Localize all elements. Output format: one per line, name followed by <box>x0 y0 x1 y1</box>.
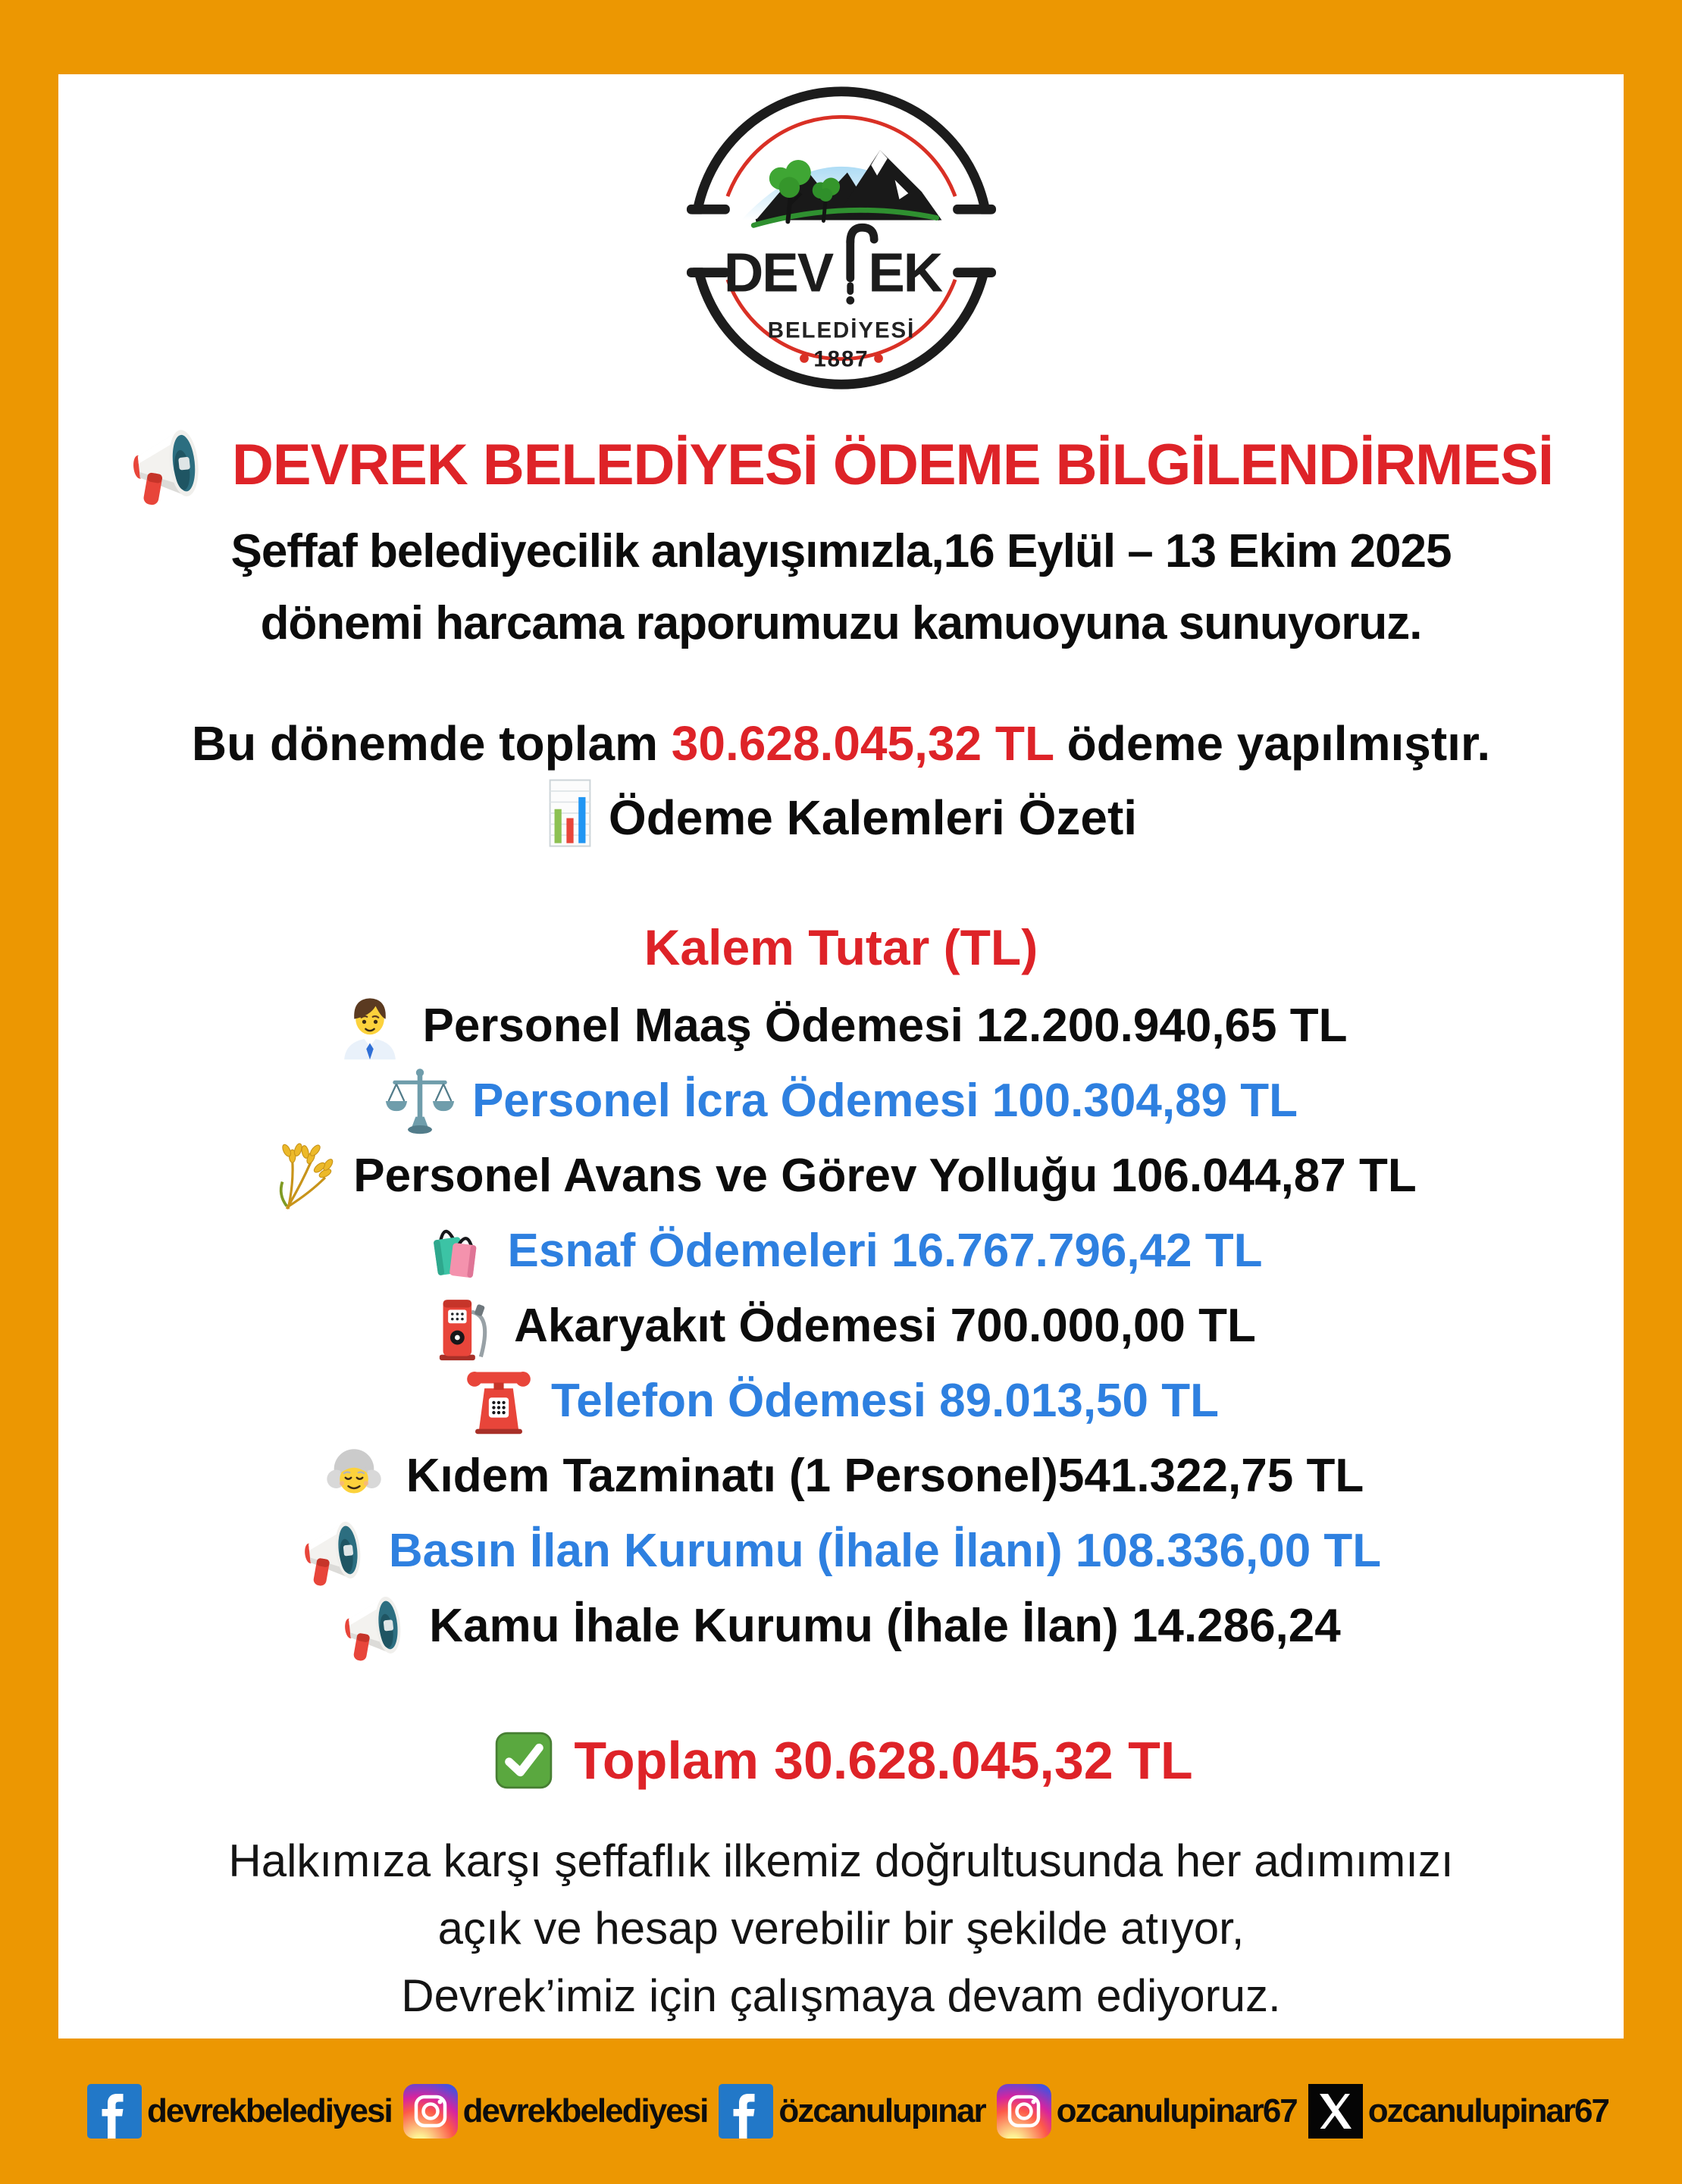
megaphone-icon <box>129 423 212 506</box>
instagram-icon <box>997 2084 1051 2139</box>
section-title: Ödeme Kalemleri Özeti <box>608 790 1138 845</box>
grand-total-label: Toplam <box>574 1731 760 1790</box>
content-card <box>58 74 1624 2039</box>
grand-total-amount: 30.628.045,32 TL <box>774 1731 1193 1790</box>
social-handle: devrekbelediyesi <box>147 2092 392 2129</box>
social-handle: ozcanulupinar67 <box>1056 2092 1297 2129</box>
x-icon <box>1308 2084 1363 2139</box>
grand-total-row <box>489 1726 1192 1795</box>
logo-subtitle: BELEDİYESİ <box>767 318 915 343</box>
table-header: Kalem Tutar (TL) <box>644 919 1038 975</box>
sheaf-of-rice-icon <box>265 1140 337 1212</box>
closing-line-1: Halkımıza karşı şeffaflık ilkemiz doğrultusunda her adımımızı <box>228 1835 1454 1886</box>
payment-row <box>463 1363 1219 1438</box>
social-link-facebook-1[interactable] <box>87 2084 392 2139</box>
payment-row-text: Personel İcra Ödemesi 100.304,89 TL <box>471 1075 1298 1127</box>
payment-row-text: Telefon Ödemesi 89.013,50 TL <box>550 1375 1219 1427</box>
payment-row-text: Kamu İhale Kurumu (İhale İlan) 14.286,24 <box>429 1600 1341 1652</box>
logo-word-left: DEV <box>723 242 832 304</box>
payment-row <box>318 1438 1364 1513</box>
municipality-logo <box>685 82 998 394</box>
social-handle: ozcanulupinar67 <box>1367 2092 1608 2129</box>
payment-row <box>301 1513 1381 1588</box>
payment-row <box>419 1213 1262 1288</box>
payment-row <box>426 1288 1256 1363</box>
logo-year: 1887 <box>813 346 869 372</box>
social-link-facebook-2[interactable] <box>719 2084 985 2139</box>
bar-chart-icon <box>545 778 595 849</box>
subtitle <box>230 515 1451 659</box>
megaphone-icon <box>341 1591 412 1662</box>
payment-row-text: Akaryakıt Ödemesi 700.000,00 TL <box>514 1300 1256 1352</box>
social-link-x[interactable] <box>1308 2084 1608 2139</box>
social-handle: özcanulupınar <box>778 2092 985 2129</box>
shopping-bags-icon <box>419 1216 490 1287</box>
closing-paragraph <box>228 1827 1453 2029</box>
payment-row-text: Personel Avans ve Görev Yolluğu 106.044,87 TL <box>353 1150 1417 1202</box>
payment-row-text: Basın İlan Kurumu (İhale İlanı) 108.336,00 TL <box>388 1525 1382 1577</box>
office-worker-icon <box>334 990 406 1062</box>
subtitle-line-1: Şeffaf belediyecilik anlayışımızla,16 Eylül – 13 Ekim 2025 <box>230 525 1452 577</box>
fuel-pump-icon <box>426 1291 497 1362</box>
payment-row <box>265 1138 1417 1213</box>
payment-row-text: Esnaf Ödemeleri 16.767.796,42 TL <box>507 1225 1263 1277</box>
logo-word-right: EK <box>867 242 941 304</box>
total-sentence <box>192 715 1490 771</box>
total-sentence-prefix: Bu dönemde toplam <box>191 716 672 771</box>
subtitle-line-2: dönemi harcama raporumuzu kamuoyuna sunuyoruz. <box>260 597 1422 649</box>
instagram-icon <box>403 2084 458 2139</box>
social-link-instagram-1[interactable] <box>403 2084 708 2139</box>
megaphone-icon <box>301 1516 372 1587</box>
total-sentence-amount: 30.628.045,32 TL <box>671 716 1054 771</box>
section-heading-row <box>545 778 1137 849</box>
facebook-icon <box>87 2084 142 2139</box>
closing-line-2: açık ve hesap verebilir bir şekilde atıyor, <box>437 1903 1245 1954</box>
payment-row <box>384 1063 1298 1138</box>
telephone-icon <box>463 1366 534 1437</box>
payment-row-text: Kıdem Tazminatı (1 Personel)541.322,75 TL <box>406 1450 1364 1502</box>
social-footer <box>58 2039 1624 2184</box>
total-sentence-suffix: ödeme yapılmıştır. <box>1053 716 1491 771</box>
balance-scale-icon <box>384 1065 456 1137</box>
older-person-icon <box>318 1441 390 1512</box>
closing-line-3: Devrek’imiz için çalışmaya devam ediyoruz. <box>401 1970 1281 2021</box>
payment-list <box>265 988 1417 1663</box>
headline-row <box>129 423 1553 506</box>
payment-row <box>334 988 1347 1063</box>
check-mark-icon <box>489 1726 559 1795</box>
page-title: DEVREK BELEDİYESİ ÖDEME BİLGİLENDİRMESİ <box>232 432 1553 497</box>
social-handle: devrekbelediyesi <box>462 2092 708 2129</box>
payment-row-text: Personel Maaş Ödemesi 12.200.940,65 TL <box>422 1000 1348 1052</box>
payment-row <box>341 1588 1341 1663</box>
social-link-instagram-2[interactable] <box>997 2084 1297 2139</box>
facebook-icon <box>719 2084 773 2139</box>
